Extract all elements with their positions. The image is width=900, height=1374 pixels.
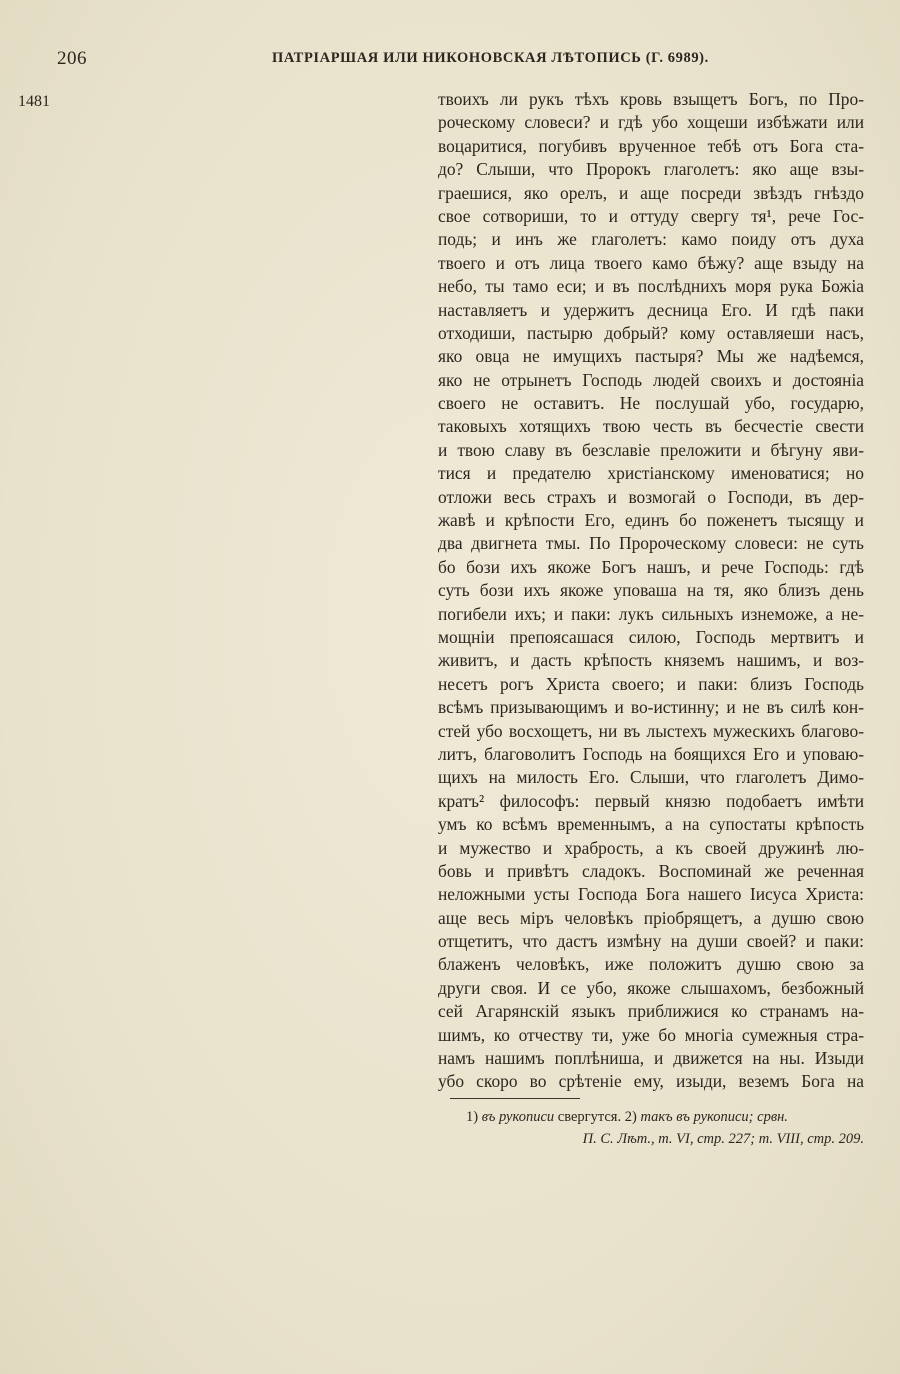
footnote-1-number: 1) <box>466 1109 479 1125</box>
text-line: жавѣ и крѣпости Его, единъ бо поженетъ тысящу и <box>438 510 864 531</box>
text-line: суть бози ихъ якоже уповаша на тя, яко близъ день <box>438 580 864 601</box>
text-line: своего не оставитъ. Не послушай убо, государю, <box>438 393 864 414</box>
footnote-2-italic: такъ въ рукописи; срвн. <box>640 1109 788 1125</box>
running-title: ПАТРІАРШАЯ ИЛИ НИКОНОВСКАЯ ЛѢТОПИСЬ (Г. 6989). <box>272 50 709 66</box>
text-line: граешися, яко орелъ, и аще посреди звѣздъ гнѣздо <box>438 182 864 203</box>
text-line: отходиши, пастырю добрый? кому оставляеши насъ, <box>438 322 864 343</box>
footnote-line-2: П. С. Лѣт., т. VI, стр. 227; т. VIII, стр. 209. <box>582 1131 864 1147</box>
text-line: отщетитъ, что дастъ измѣну на души своей? и паки: <box>438 931 864 952</box>
text-line: свое сотвориши, то и оттуду свергу тя¹, рече Гос- <box>438 205 864 226</box>
footnotes <box>440 1106 866 1150</box>
text-line: отложи весь страхъ и возмогай о Господи, въ дер- <box>438 486 864 507</box>
text-line: небо, ты тамо еси; и въ послѣднихъ моря рука Божіа <box>438 276 864 297</box>
text-line: намъ нашимъ поплѣниша, и движется на ны. Изыди <box>438 1048 864 1069</box>
text-line: и мужество и храбрость, а къ своей дружинѣ лю- <box>438 837 864 858</box>
text-line: два двигнета тмы. По Пророческому словеси: не суть <box>438 533 864 554</box>
footnote-2-number: 2) <box>624 1109 637 1125</box>
text-line: убо скоро во срѣтеніе ему, изыди, веземъ Бога на <box>438 1071 864 1092</box>
text-line: тися и предателю христіанскому именоватися; но <box>438 463 864 484</box>
text-line: блаженъ человѣкъ, иже положитъ душю свою за <box>438 954 864 975</box>
text-line: живитъ, и дасть крѣпость княземъ нашимъ, и воз- <box>438 650 864 671</box>
text-line: щихъ на милость Его. Слыши, что глаголетъ Димо- <box>438 767 864 788</box>
running-head <box>0 48 900 72</box>
text-line: роческому словеси? и гдѣ убо хощеши избѣжати или <box>438 112 864 133</box>
text-line: умъ ко всѣмъ временнымъ, а на супостаты крѣпость <box>438 814 864 835</box>
page-number: 206 <box>57 48 87 69</box>
text-line: яко не отрынетъ Господь людей своихъ и достояніа <box>438 369 864 390</box>
text-line: всѣмъ призывающимъ и во-истинну; и не въ силѣ кон- <box>438 697 864 718</box>
text-line: литъ, благоволитъ Господь на боящихся Его и уповаю- <box>438 743 864 764</box>
text-line: подь; и инъ же глаголетъ: камо поиду отъ духа <box>438 229 864 250</box>
footnote-1-text: свергутся. <box>557 1109 622 1125</box>
text-line: бо бози ихъ якоже Богъ нашъ, и рече Господь: гдѣ <box>438 556 864 577</box>
text-line: мощніи препоясашася силою, Господь мертвитъ и <box>438 626 864 647</box>
text-line: до? Слыши, что Пророкъ глаголетъ: яко аще взы- <box>438 159 864 180</box>
footnote-1-italic: въ рукописи <box>481 1109 555 1125</box>
text-line: таковыхъ хотящихъ твою честь въ бесчестіе свести <box>438 416 864 437</box>
text-line: наставляетъ и удержитъ десница Его. И гдѣ паки <box>438 299 864 320</box>
text-line: яко овца не имущихъ пастыря? Мы же надѣемся, <box>438 346 864 367</box>
text-line: шимъ, ко отчеству ти, уже бо многіа сумежныя стра- <box>438 1024 864 1045</box>
text-line: други своя. И се убо, якоже слышахомъ, безбожный <box>438 977 864 998</box>
text-line: погибели ихъ; и паки: лукъ сильныхъ изнеможе, а не- <box>438 603 864 624</box>
main-text-column <box>438 88 864 1094</box>
text-line: твоего и отъ лица твоего камо бѣжу? аще взыду на <box>438 252 864 273</box>
text-line: стей убо восхощетъ, ни въ лыстехъ мужескихъ благово- <box>438 720 864 741</box>
text-line: неложными усты Господа Бога нашего Іисуса Христа: <box>438 884 864 905</box>
text-line: аще весь міръ человѣкъ пріобрящетъ, а душю свою <box>438 907 864 928</box>
text-line: несетъ рогъ Христа своего; и паки: близъ Господь <box>438 673 864 694</box>
text-line: и твою славу въ безславіе преложити и бѣгуну яви- <box>438 439 864 460</box>
text-line: бовь и привѣтъ сладокъ. Воспоминай же реченная <box>438 860 864 881</box>
text-line: кратъ² философъ: первый князю подобаетъ имѣти <box>438 790 864 811</box>
text-line: воцаритися, погубивъ врученное тебѣ отъ Бога ста- <box>438 135 864 156</box>
footnote-line-1 <box>440 1106 866 1128</box>
text-line: сей Агарянскій языкъ приближися ко странамъ на- <box>438 1001 864 1022</box>
text-line: твоихъ ли рукъ тѣхъ кровь взыщетъ Богъ, по Про- <box>438 89 864 109</box>
margin-year-note: 1481 <box>18 93 50 110</box>
footnote-rule <box>450 1098 580 1099</box>
